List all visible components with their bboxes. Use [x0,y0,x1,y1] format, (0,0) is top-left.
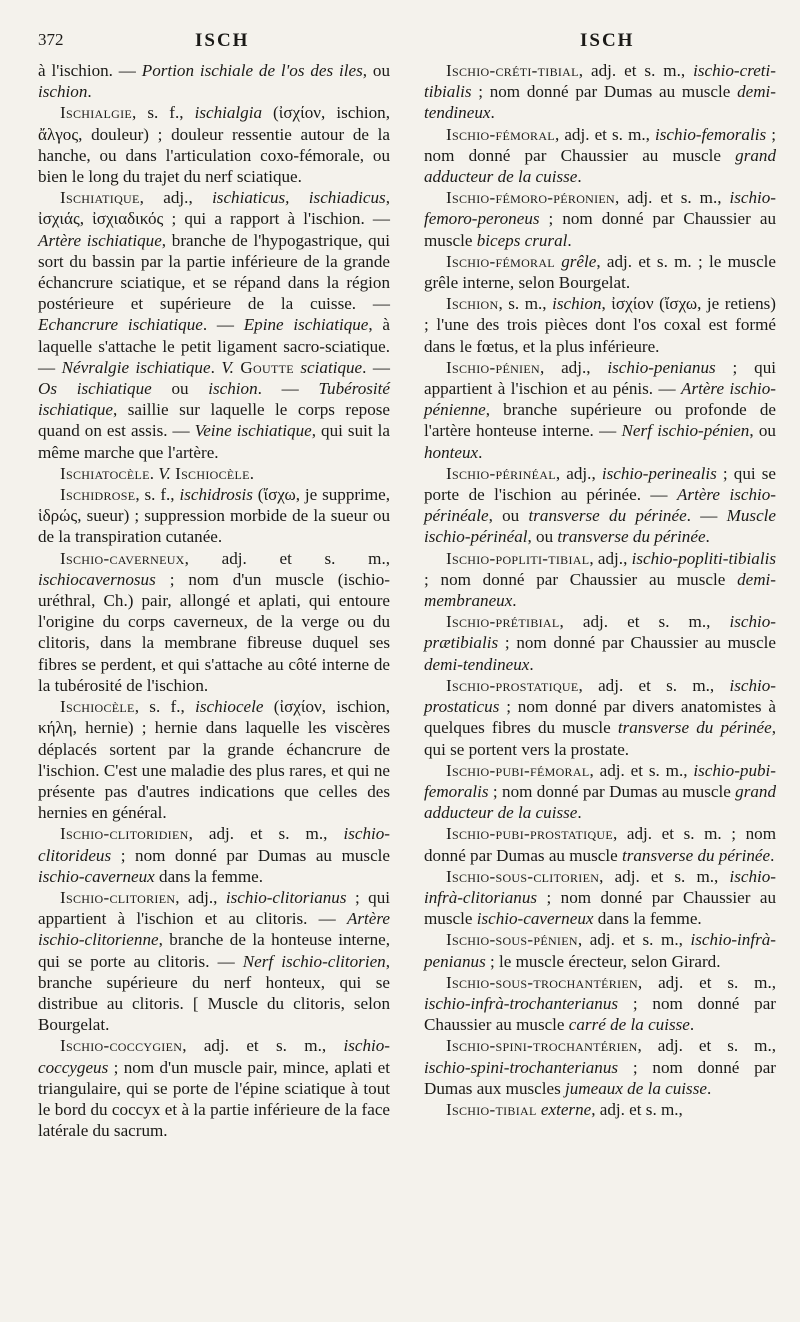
entry-headword: Ischio-caverneux [60,548,185,568]
entry-text: (ἰσχίον, ischion, κήλη, hernie) ; hernie dans laquelle les viscères déplacés sortent par la grande échancrure de l'ischion. C'est une maladie des plus rares, et qui ne présente pas d'autres indications que celles des hernies en général. [38,697,390,823]
entry-text: , adj. et s. m., [578,61,694,80]
entry-italic-term: ischio-perinealis [601,463,717,483]
entry-italic-term: Os ischiatique [38,379,152,399]
entry-text: . — [686,506,727,526]
entry-text: . [770,845,775,865]
entry-italic-term: ischialgia [194,103,263,123]
entry-text: , qui se portent vers la prostate. [424,718,776,759]
entry-text: . [249,463,255,483]
entry-text: , ou [488,506,529,526]
entry-headword: Ischio-sous-clitorien [446,866,600,886]
entry-italic-term: ischiocavernosus [38,569,156,589]
entry-text: , adj. et s. m., [577,930,691,950]
entry-headword: Ischio-tibial [446,1099,537,1119]
dictionary-entry [38,187,390,463]
entry-text: , branche de la honteuse interne, qui se porte au clitoris. — [38,930,390,971]
dictionary-entry [424,293,776,357]
dictionary-entry [424,972,776,1036]
entry-text: . [512,591,517,611]
entry-headword: Ischio-prétibial [446,612,560,632]
entry-text: , ou [749,421,776,441]
dictionary-entry [424,929,776,971]
entry-text: , adj., [175,887,226,907]
entry-text: , s. f., [135,485,180,505]
entry-text: ; nom donné par Chaussier au muscle [424,124,776,165]
entry-headword: Ischio-clitorien [60,887,176,907]
entry-text: ; nom donné par Dumas au muscle [471,82,738,102]
dictionary-entry [424,463,776,548]
entry-italic-term: Nerf ischio-clitorien [242,951,386,971]
entry-italic-term: ischion [208,379,258,399]
entry-text: . [87,82,92,102]
entry-italic-term: ischion [38,82,88,102]
entry-italic-term: ischio-coccygeus [38,1036,390,1077]
entry-text: ou [151,379,209,399]
dictionary-entry [424,187,776,251]
entry-italic-term: Artère ischio-clitorienne [38,909,390,950]
entry-text: , ἰσχιάς, ἰσχιαδικός ; qui a rapport à l'ischion. — [38,188,390,229]
entry-text: ; nom donné par divers anatomistes à quelques fibres du muscle [424,697,776,738]
entry-headword: Ischio-sous-trochantérien [446,972,638,992]
entry-text: , adj. et s. m., [637,1036,776,1056]
dictionary-entry [424,1099,776,1120]
entry-text: ; nom donné par Chaussier au muscle [424,887,776,929]
entry-text: dans la femme. [593,909,702,929]
entry-italic-term: Tubérosité ischiatique [38,379,391,420]
entry-headword: Ischio-fémoral [446,251,555,271]
dictionary-entry [424,866,776,930]
entry-italic-term: Muscle ischio-périnéal [424,506,776,547]
dictionary-entry [424,60,776,124]
entry-text: , adj., [539,357,608,377]
entry-italic-term: Artère ischio-périnéale [424,485,776,526]
dictionary-entry [424,124,776,188]
entry-text: , s. f., [132,103,195,123]
entry-italic-term: grêle [561,251,597,271]
entry-text: , adj., [555,463,602,483]
entry-headword: Ischio-popliti-tibial [446,548,590,568]
entry-italic-term: demi-membraneux [424,569,776,611]
entry-text: , adj. et s. m., [615,188,730,208]
entry-text: , adj. et s. m., [554,124,656,144]
entry-italic-term: ischio-spini-trochanterianus [424,1057,619,1077]
entry-text: ; nom donné par Chaussier au muscle [424,209,776,250]
dictionary-entry [424,760,776,824]
entry-text: , à laquelle s'attache le petit ligament sacro-sciatique. — [38,315,390,377]
entry-italic-term: V. [221,357,234,377]
dictionary-entry [38,102,390,187]
dictionary-entry [38,463,390,484]
entry-italic-term: jumeaux de la cuisse [565,1078,707,1098]
entry-text: ; nom donné par Chaussier au muscle [424,993,776,1035]
entry-italic-term: ischio-pubi-femoralis [424,760,776,801]
dictionary-entry [424,548,776,612]
entry-headword: Ischio-sous-pénien [446,930,578,950]
entry-headword: Ischiocèle [175,463,250,483]
entry-text: . [577,803,582,823]
entry-text: , adj. et s. m. ; nom donné par Dumas au muscle [424,824,776,865]
entry-italic-term: ischio-caverneux [38,866,155,886]
entry-text: . [577,167,582,187]
entry-italic-term: Artère ischio-pénienne [424,379,776,420]
entry-text: , adj. et s. m., [589,760,694,780]
entry-headword: Ischio-fémoral [446,124,555,144]
entry-text: ; qui appartient à l'ischion et au pénis. — [424,357,776,399]
entry-headword: Ischialgie [60,103,133,123]
entry-text: ; nom donné par Dumas aux muscles [424,1057,776,1098]
entry-text: , s. f., [134,697,196,717]
dictionary-entry [424,611,776,675]
entry-text: ; nom donné par Chaussier au muscle [424,569,738,589]
dictionary-entry [38,823,390,887]
entry-italic-term: Nerf ischio-pénien [621,421,750,441]
entry-italic-term: externe [540,1099,592,1119]
entry-italic-term: ischio-penianus [607,357,716,377]
entry-italic-term: Artère ischiatique [38,230,162,250]
dictionary-entry [424,357,776,463]
entry-italic-term: ischio-femoro-peroneus [424,188,776,229]
entry-italic-term: transverse du périnée [617,718,772,738]
entry-text: . [689,1015,695,1035]
entry-text: ; nom d'un muscle pair, mince, aplati et triangulaire, qui se porte de l'épine sciatique à tout le bord du coccyx et à la partie inférieure de la face latérale du sacrum. [38,1057,390,1141]
entry-text: . — [202,315,244,335]
entry-italic-term: Portion ischiale de l'os des iles [141,61,363,80]
entry-italic-term: transverse du périnée [621,845,771,865]
entry-text: (ἰσχίον, ischion, ἄλγος, douleur) ; douleur ressentie autour de la hanche, ou dans l'articulation coxo-fémorale, ou bien le long du trajet du nerf sciatique. [38,103,390,187]
left-column [38,60,390,1141]
entry-italic-term: demi-tendineux [424,654,530,674]
entry-text: , adj. et s. m., [599,866,730,886]
entry-headword: Ischio-pénien [446,357,540,377]
entry-text: à l'ischion. — [38,61,142,80]
entry-italic-term: ischio-prostaticus [424,675,776,717]
entry-text: , ou [527,527,558,547]
entry-headword: Ischio-pubi-fémoral [446,760,590,780]
entry-italic-term: Echancrure ischiatique [38,315,203,335]
entry-text: . [149,463,159,483]
dictionary-entry [38,696,390,823]
entry-text: , branche supérieure ou profonde de l'artère honteuse interne. — [424,400,776,441]
entry-text: . [478,442,483,462]
entry-headword: Ischiatocèle [60,463,150,483]
entry-text: , ἰσχίον (ἴσχω, je retiens) ; l'une des trois pièces dont l'os coxal est formé dans le fœtus, et la plus inférieure. [424,294,776,356]
entry-text: , branche de l'hypogastrique, qui sort du bassin par la partie inférieure de la grande échancrure sciatique, et se répand dans la région postérieure et supérieure de la cuisse. — [38,230,390,314]
entry-italic-term: ischio-infrà-clitorianus [424,866,776,907]
entry-headword: Ischiatique [60,188,140,208]
entry-text: ; nom donné par Dumas au muscle [111,845,390,865]
dictionary-entry [38,548,390,696]
entry-italic-term: ischio-clitorianus [225,887,347,907]
dictionary-entry [424,251,776,293]
dictionary-entry [38,1035,390,1141]
entry-text: , adj. et s. m., [188,824,344,844]
entry-text: , adj. et s. m., [591,1099,683,1119]
entry-headword: Ischio-périnéal [446,463,556,483]
entry-text: . [490,103,495,123]
entry-italic-term: honteux [424,442,479,462]
entry-text: , adj. et s. m., [637,972,776,992]
running-head-right: ISCH [580,30,635,51]
entry-text: , qui suit la même marche que l'artère. [38,421,390,462]
entry-italic-term: ischio-clitorideus [38,824,390,865]
entry-italic-term: carré de la cuisse [568,1015,690,1035]
entry-italic-term: ischiaticus, ischiadicus [212,188,386,208]
entry-text: , adj., [589,548,632,568]
dictionary-entry [424,823,776,865]
entry-headword: Ischio-clitoridien [60,824,189,844]
page-number: 372 [38,30,64,49]
entry-headword: Ischion [446,294,499,314]
entry-text: . [706,1078,712,1098]
entry-text: . [529,654,534,674]
entry-headword: Ischio-coccygien [60,1036,183,1056]
entry-italic-term: Veine ischiatique [194,421,312,441]
entry-headword: Ischiocèle [60,697,135,717]
entry-italic-term: V. [158,463,171,483]
entry-headword: Ischio-spini-trochantérien [446,1036,638,1056]
entry-text: , adj., [139,188,213,208]
entry-text: ; nom d'un muscle (ischio-uréthral, Ch.) pair, allongé et aplati, qui entoure l'origine du corps caverneux, de la verge ou du clitoris, dans la membrane fibreuse duquel ses fibres se perdent, et qui s'attache au côté interne de la tubérosité de l'ischion. [38,569,390,695]
running-head-left: ISCH [195,30,250,51]
entry-text: , adj. et s. m., [578,675,730,695]
dictionary-entry [424,1035,776,1099]
entry-text: , saillie sur laquelle le corps repose quand on est assis. — [38,400,390,441]
entry-headword: Ischio-fémoro-péronien [446,188,616,208]
entry-text: , branche supérieure du nerf honteux, qui se distribue au clitoris. [ Muscle du clitoris, selon Bourgelat. [38,951,390,1035]
entry-text: dans la femme. [154,866,263,886]
entry-text: . [210,357,222,377]
dictionary-entry [38,60,390,102]
entry-italic-term: ischidrosis [179,485,253,505]
entry-italic-term: ischio-femoralis [655,124,767,144]
entry-italic-term: grand adducteur de la cuisse [424,781,776,823]
entry-text: , adj. et s. m., [184,548,390,568]
running-head [0,30,800,56]
entry-italic-term: ischio-infrà-trochanterianus [424,993,619,1013]
entry-italic-term: transverse du périnée [557,527,706,547]
entry-italic-term: demi-tendineux [424,82,776,123]
entry-text: , s. m., [498,294,553,314]
entry-italic-term: ischion [552,294,602,314]
entry-headword: Ischidrose [60,485,136,505]
entry-italic-term: biceps crural [476,230,568,250]
entry-italic-term: ischio-creti-tibialis [424,61,776,102]
entry-text: , adj. et s. m., [559,612,730,632]
entry-headword: Ischio-pubi-prostatique [446,824,614,844]
dictionary-entry [424,675,776,760]
dictionary-entry [38,484,390,548]
entry-text: ; nom donné par Chaussier au muscle [498,633,776,653]
entry-text: ; le muscle érecteur, selon Girard. [485,951,721,971]
entry-headword: Goutte [240,357,294,377]
entry-headword: Ischio-créti-tibial [446,61,579,80]
entry-text: . [705,527,710,547]
entry-italic-term: ischio-prætibialis [424,612,776,653]
entry-text: , adj. et s. m., [182,1036,344,1056]
right-column [424,60,776,1120]
entry-italic-term: grand adducteur de la cuisse [424,145,776,187]
entry-italic-term: ischio-caverneux [476,909,594,929]
entry-italic-term: ischiocele [195,697,264,717]
entry-italic-term: transverse du périnée [528,506,687,526]
entry-text: ; nom donné par Dumas au muscle [488,781,736,801]
entry-headword: Ischio-prostatique [446,675,579,695]
entry-text: ; qui se porte de l'ischion au périnée. — [424,463,776,505]
entry-italic-term: ischio-popliti-tibialis [631,548,776,568]
entry-italic-term: ischio-infrà-penianus [424,930,776,971]
entry-text: . [567,230,572,250]
entry-text: ; qui appartient à l'ischion et au clitoris. — [38,887,390,929]
dictionary-entry [38,887,390,1035]
entry-text: . — [362,357,391,377]
entry-italic-term: sciatique [300,357,363,377]
entry-italic-term: Epine ischiatique [243,315,369,335]
entry-text: . — [257,379,319,399]
entry-text: , ou [362,61,390,80]
entry-text: , adj. et s. m. ; le muscle grêle interne, selon Bourgelat. [424,251,776,293]
entry-text: (ἴσχω, je supprime, ἱδρώς, sueur) ; suppression morbide de la sueur ou de la transpiration cutanée. [38,485,391,547]
entry-italic-term: Névralgie ischiatique [61,357,211,377]
